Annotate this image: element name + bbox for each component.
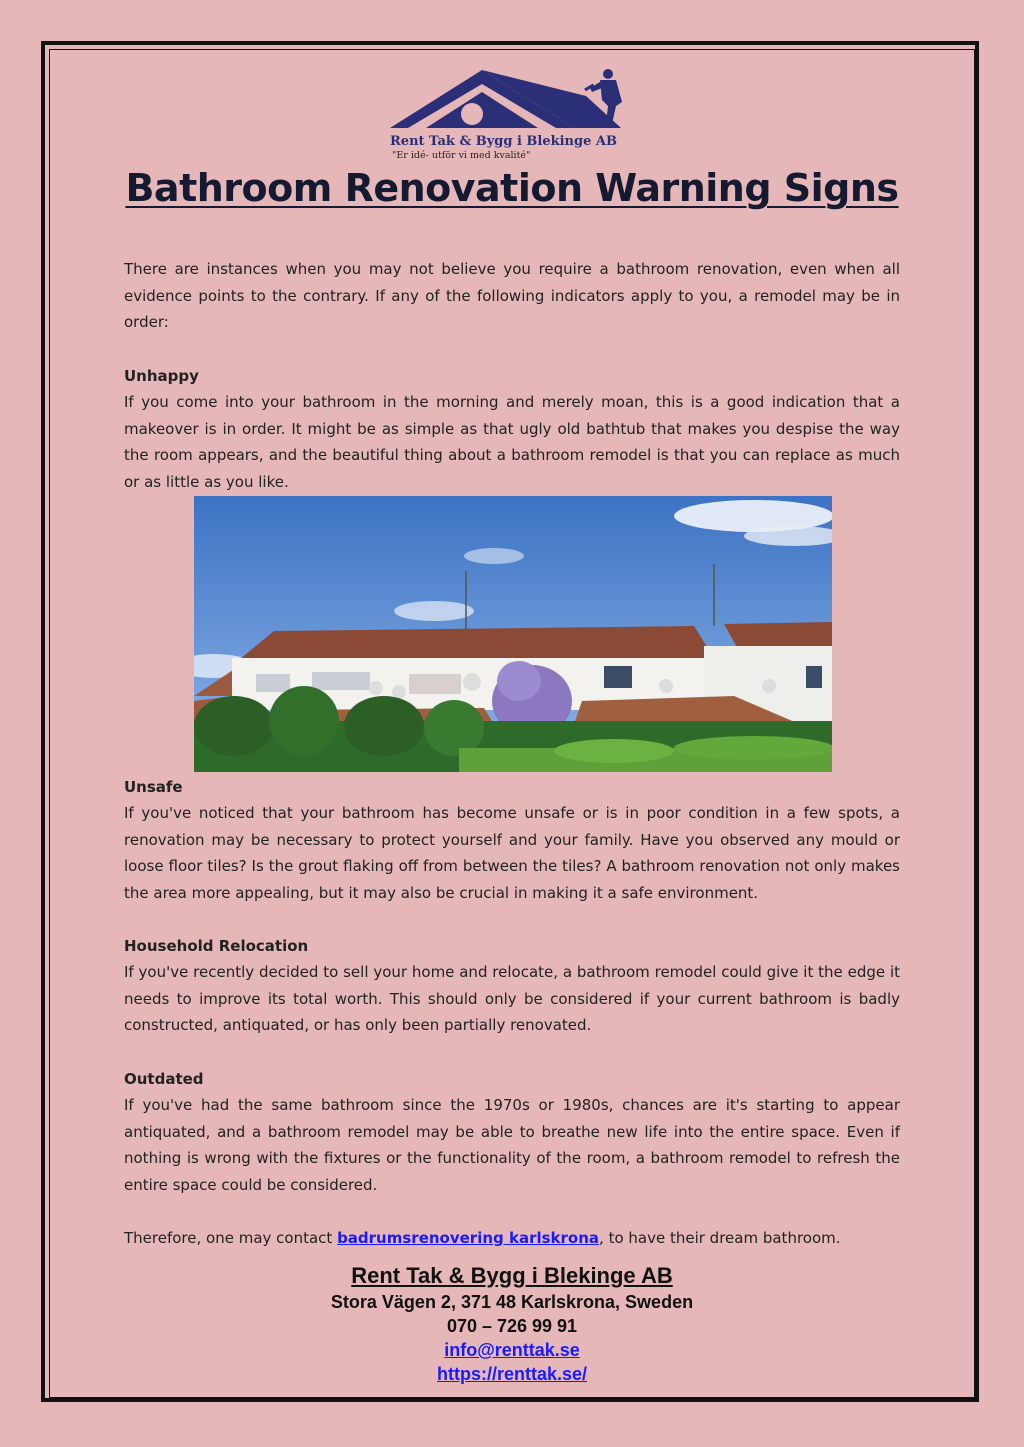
section-heading-unhappy: Unhappy xyxy=(124,367,199,385)
footer-email-line xyxy=(0,1340,1024,1361)
section-heading-outdated: Outdated xyxy=(124,1070,204,1088)
section-body-outdated: If you've had the same bathroom since the 1970s or 1980s, chances are it's starting to appear antiquated, and a bathroom remodel may be able to breathe new life into the entire space. Even if nothing is wrong with the fixtures or the functionality of the room, a bathroom remodel to refresh the entire space could be considered. xyxy=(124,1096,900,1194)
closing-text-after: , to have their dream bathroom. xyxy=(599,1229,841,1247)
section-heading-household-relocation: Household Relocation xyxy=(124,937,309,955)
footer-website-link[interactable]: https://renttak.se/ xyxy=(436,1364,588,1384)
section-body-household-relocation: If you've recently decided to sell your home and relocate, a bathroom remodel could give it the edge it needs to improve its total worth. This should only be considered if your current bathroom is badly constructed, antiquated, or has only been partially renovated. xyxy=(124,963,900,1034)
footer-address: Stora Vägen 2, 371 48 Karlskrona, Sweden xyxy=(330,1292,694,1312)
section-body-unhappy: If you come into your bathroom in the morning and merely moan, this is a good indication that a makeover is in order. It might be as simple as that ugly old bathtub that makes you despise the way the room appears, and the beautiful thing about a bathroom remodel is that you can replace as much or as little as you like. xyxy=(124,393,900,491)
section-heading-unsafe: Unsafe xyxy=(124,778,183,796)
logo-tagline: "Er idé- utför vi med kvalité" xyxy=(392,150,531,161)
footer-phone: 070 – 726 99 91 xyxy=(446,1316,578,1336)
badrumsrenovering-link[interactable]: badrumsrenovering karlskrona xyxy=(337,1229,600,1247)
footer-website-line xyxy=(0,1364,1024,1385)
closing-text-before: Therefore, one may contact xyxy=(124,1229,338,1247)
logo-company-name: Rent Tak & Bygg i Blekinge AB xyxy=(390,134,617,149)
footer-email-link[interactable]: info@renttak.se xyxy=(444,1340,580,1360)
section-body-unsafe: If you've noticed that your bathroom has become unsafe or is in poor condition in a few spots, a renovation may be necessary to protect yourself and your family. Have you observed any mould or loose floor tiles? Is the grout flaking off from between the tiles? A bathroom renovation not only makes the area more appealing, but it may also be crucial in making it a safe environment. xyxy=(124,804,900,902)
closing-paragraph xyxy=(124,1225,900,1252)
houses-photo xyxy=(194,496,832,772)
footer-company-name: Rent Tak & Bygg i Blekinge AB xyxy=(351,1263,673,1288)
intro-paragraph: There are instances when you may not believe you require a bathroom renovation, even when all evidence points to the contrary. If any of the following indicators apply to you, a remodel may be in order: xyxy=(124,260,900,331)
page-title: Bathroom Renovation Warning Signs xyxy=(125,166,899,210)
